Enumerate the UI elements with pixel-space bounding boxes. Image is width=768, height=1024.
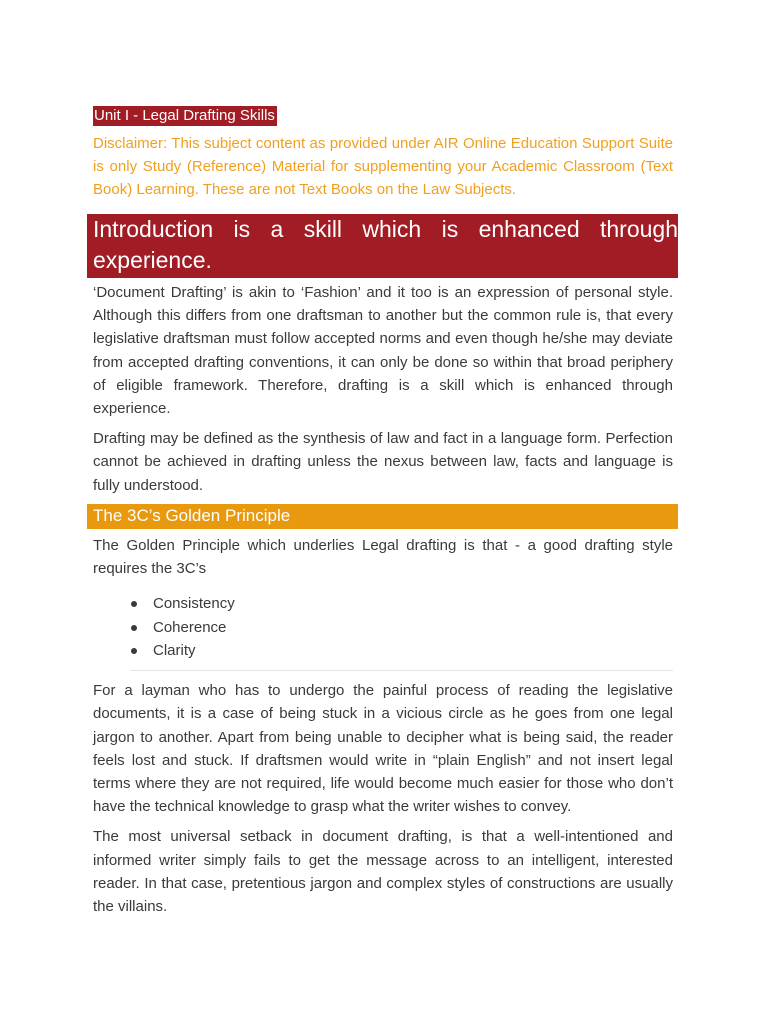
heading-introduction: Introduction is a skill which is enhanced through experience. (87, 214, 678, 278)
list-item-label: Clarity (153, 641, 196, 659)
list-item (93, 616, 673, 639)
paragraph-layman: For a layman who has to undergo the painful process of reading the legislative documents, it is a case of being stuck in a vicious circle as he goes from one legal jargon to another. Apart from being unable to decipher what is being said, the reader feels lost and stuck. If draftsmen would write in “plain English” and not insert legal terms where they are not required, life would become much easier for those who don’t have the technical knowledge to grasp what the writer wishes to convey. (93, 682, 673, 816)
bullet-icon (131, 601, 137, 607)
document-page (93, 106, 678, 925)
list-item (93, 592, 673, 615)
disclaimer: Disclaimer: This subject content as provided under AIR Online Education Support Suite is only Study (Reference) Material for supplementing your Academic Classroom (Text Book) Learning. These are not Text Books on the Law Subjects. (93, 135, 673, 198)
principle-list (93, 592, 673, 662)
paragraph-drafting-definition: Drafting may be defined as the synthesis of law and fact in a language form. Perfection cannot be achieved in drafting unless the nexus between law, facts and language is fully understood. (93, 430, 673, 494)
bullet-icon (131, 625, 137, 631)
heading-golden-principle: The 3C’s Golden Principle (87, 504, 678, 529)
list-item-label: Consistency (153, 595, 235, 613)
bullet-icon (131, 648, 137, 654)
paragraph-golden-principle: The Golden Principle which underlies Legal drafting is that - a good drafting style requires the 3C’s (93, 536, 673, 578)
paragraph-document-drafting: ‘Document Drafting’ is akin to ‘Fashion’ and it too is an expression of personal style. Although this differs from one draftsman to another but the common rule is, that every legislative draftsman must follow accepted norms and even though he/she may deviate from accepted drafting conventions, it can only be done so within that broad periphery of eligible framework. Therefore, drafting is a skill which is enhanced through experience. (93, 284, 673, 418)
paragraph-universal-setback: The most universal setback in document drafting, is that a well-intentioned and informed writer simply fails to get the message across to an intelligent, interested reader. In that case, pretentious jargon and complex styles of constructions are usually the villains. (93, 828, 673, 915)
unit-title: Unit I - Legal Drafting Skills (94, 107, 275, 124)
list-item (93, 639, 673, 662)
divider (130, 670, 673, 671)
list-item-label: Coherence (153, 618, 227, 636)
